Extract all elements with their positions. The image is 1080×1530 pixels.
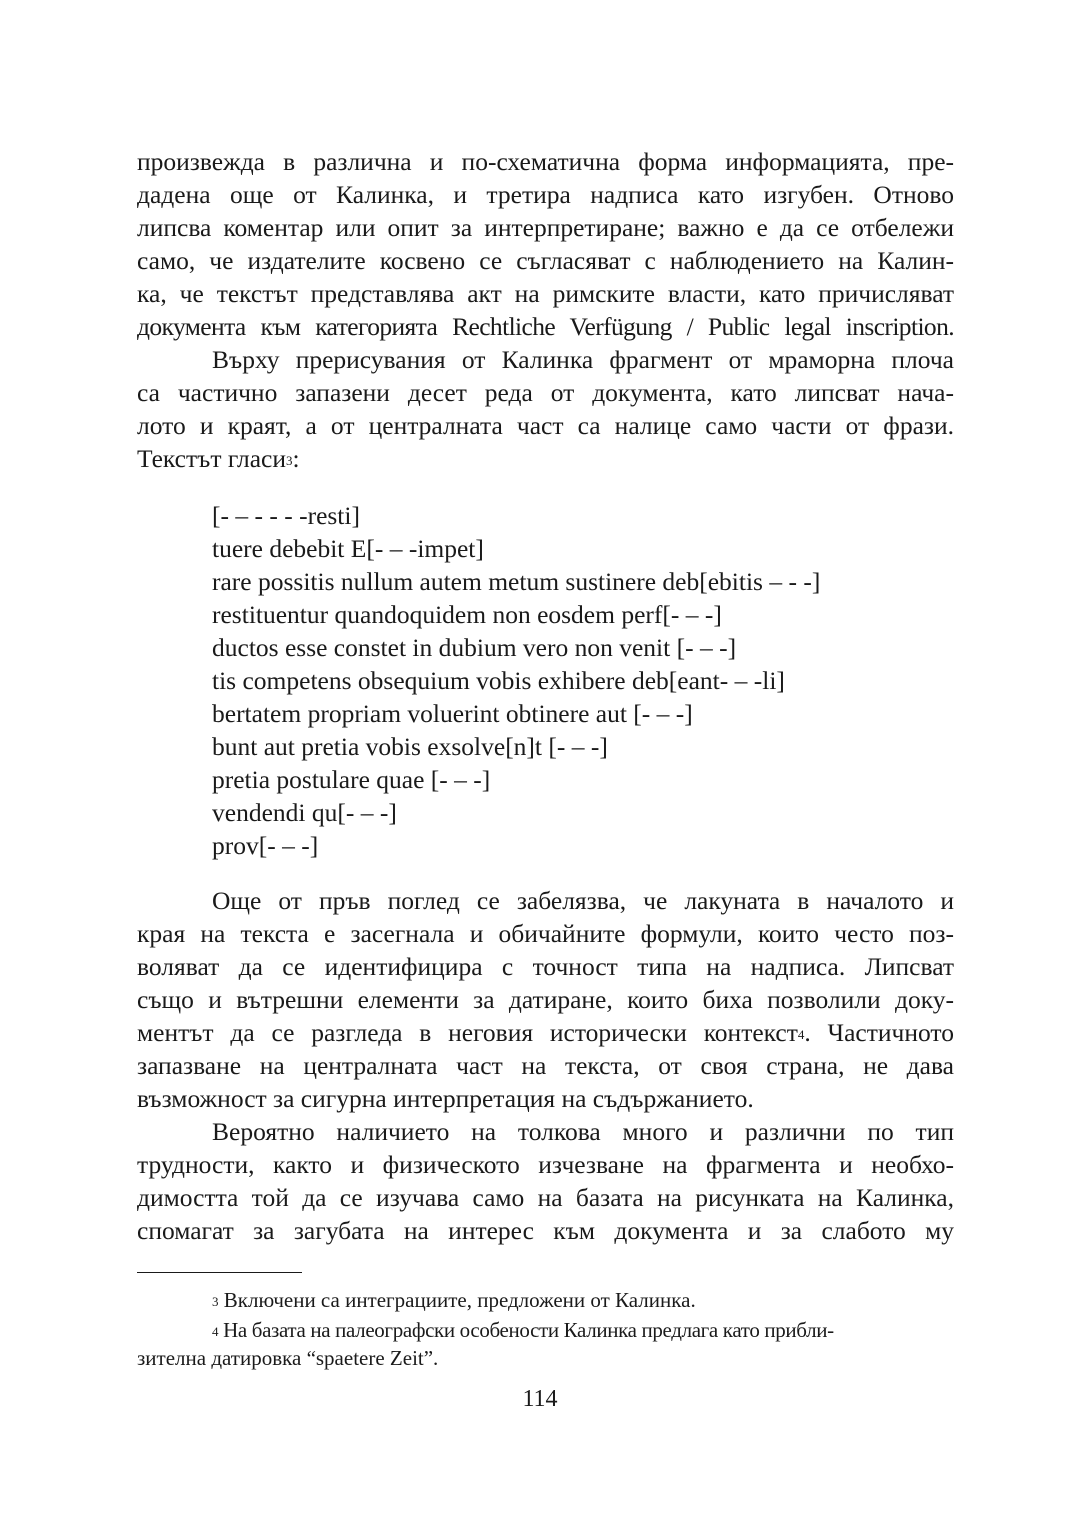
text-line: липсва коментар или опит за интерпретиране; важно е да се отбележи <box>137 213 954 242</box>
text-line <box>137 1016 954 1050</box>
footnote-ref-4: 4 <box>797 1027 805 1042</box>
text-line: Върху прерисувания от Калинка фрагмент от мраморна плоча <box>212 345 954 374</box>
inscription-line: bunt aut pretia vobis exsolve[n]t [- – -] <box>212 732 608 761</box>
text-line: спомагат за загубата на интерес към документа и за слабото му <box>137 1216 954 1245</box>
text-fragment: . Частичното <box>804 1018 954 1047</box>
text-line: ка, че текстът представлява акт на римските власти, като причисляват <box>137 279 954 308</box>
text-fragment: ментът да се разгледа в неговия исторически контекст <box>137 1018 798 1047</box>
text-line: възможност за сигурна интерпретация на съдържанието. <box>137 1084 754 1113</box>
text-line: само, че издателите косвено се съгласяват с наблюдението на Калин- <box>137 246 954 275</box>
text-line: документа към категорията Rechtliche Verfügung / Public legal inscription. <box>137 312 954 341</box>
footnote-mark: 4 <box>212 1324 219 1339</box>
text-fragment: : <box>292 444 300 473</box>
inscription-line: ductos esse constet in dubium vero non venit [- – -] <box>212 633 737 662</box>
inscription-line: tis competens obsequium vobis exhibere deb[eant- – -li] <box>212 666 785 695</box>
text-line: Вероятно наличието на толкова много и различни по тип <box>212 1117 954 1146</box>
page-number: 114 <box>522 1386 558 1412</box>
inscription-line: rare possitis nullum autem metum sustinere deb[ebitis – - -] <box>212 567 821 596</box>
footnote-4-continued: зителна датировка “spaetere Zeit”. <box>137 1346 439 1370</box>
footnote-text: Включени са интеграциите, предложени от Калинка. <box>223 1288 696 1312</box>
text-line: трудности, както и физическото изчезване на фрагмента и необхо- <box>137 1150 954 1179</box>
inscription-line: tuere debebit E[- – -impet] <box>212 534 484 563</box>
text-line: воляват да се идентифицира с точност типа на надписа. Липсват <box>137 952 954 981</box>
text-line: също и вътрешни елементи за датиране, които биха позволили доку- <box>137 985 954 1014</box>
text-line: края на текста е засегнала и обичайните формули, които често поз- <box>137 919 954 948</box>
footnote-text: На базата на палеографски особености Калинка предлага като прибли- <box>223 1318 834 1342</box>
footnote-mark: 3 <box>212 1294 219 1309</box>
text-line: произвежда в различна и по-схематична форма информацията, пре- <box>137 147 954 176</box>
text-fragment: Текстът гласи <box>137 444 287 473</box>
inscription-line: [- – - - - -resti] <box>212 501 360 530</box>
text-line: запазване на централната част на текста, от своя страна, не дава <box>137 1051 954 1080</box>
text-line: дадена още от Калинка, и третира надписа като изгубен. Отново <box>137 180 954 209</box>
text-line: димостта той да се изучава само на базата на рисунката на Калинка, <box>137 1183 954 1212</box>
footnote-4 <box>212 1316 834 1344</box>
inscription-line: vendendi qu[- – -] <box>212 798 397 827</box>
footnote-3 <box>212 1286 696 1314</box>
footnote-separator <box>137 1272 302 1273</box>
text-line: Още от пръв поглед се забелязва, че лакуната в началото и <box>212 886 954 915</box>
footnote-ref-3: 3 <box>286 453 293 468</box>
text-line: лото и краят, а от централната част са налице само части от фрази. <box>137 411 954 440</box>
inscription-line: prov[- – -] <box>212 831 319 860</box>
inscription-line: pretia postulare quae [- – -] <box>212 765 491 794</box>
text-line: са частично запазени десет реда от документа, като липсват нача- <box>137 378 954 407</box>
text-line <box>137 442 954 476</box>
inscription-line: bertatem propriam voluerint obtinere aut [- – -] <box>212 699 693 728</box>
inscription-line: restituentur quandoquidem non eosdem perf[- – -] <box>212 600 722 629</box>
